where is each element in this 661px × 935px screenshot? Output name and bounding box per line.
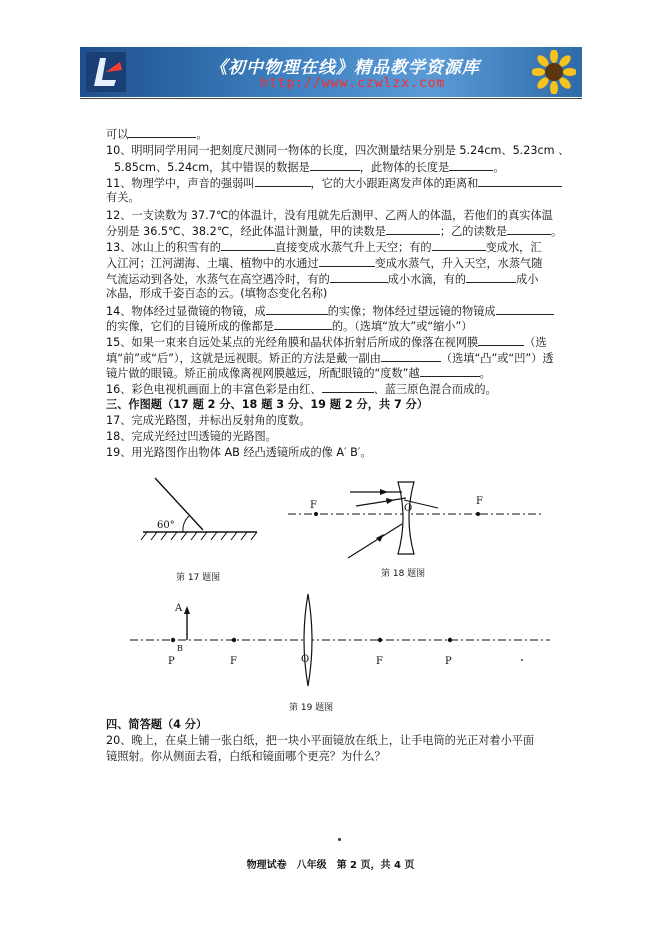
q15-line1 — [106, 334, 547, 350]
q16-text-a: 16、彩色电视机画面上的丰富色彩是由红、 — [106, 383, 322, 396]
answer-blank[interactable] — [466, 271, 516, 283]
q9-tail-text: 可以 — [106, 128, 129, 141]
q10-text-b: ，此物体的长度是 — [359, 161, 450, 174]
answer-blank[interactable] — [310, 159, 360, 171]
angle-arc — [183, 516, 189, 532]
answer-blank[interactable] — [128, 126, 196, 138]
fig17-diagram — [135, 470, 265, 550]
q10-line1: 10、明明同学用同一把刻度尺测同一物体的长度，四次测量结果分别是 5.24cm、5.23cm 、 — [106, 144, 570, 157]
q10-text-a: 5.85cm、5.24cm，其中错误的数据是 — [114, 161, 310, 174]
q15-text-f: 。 — [479, 367, 491, 380]
label-f-right: F — [376, 656, 383, 667]
q16-text-b: 、蓝三原色混合而成的。 — [373, 383, 497, 396]
answer-blank[interactable] — [449, 159, 493, 171]
fig18-caption: 第 18 题图 — [381, 569, 426, 579]
answer-blank[interactable] — [386, 223, 440, 235]
answer-blank[interactable] — [478, 175, 562, 187]
label-o: O — [301, 654, 310, 665]
q13-text-b: 直接变成水蒸气升上天空；有的 — [274, 241, 432, 254]
q15-line2 — [106, 350, 554, 366]
q14-text-b: 的实像；物体经过望远镜的物镜成 — [327, 305, 496, 318]
answer-blank[interactable] — [507, 223, 551, 235]
q13-line2 — [106, 255, 542, 271]
banner-title: 《初中物理在线》精品教学资源库 — [210, 58, 480, 78]
q18-line: 18、完成光经过凹透镜的光路图。 — [106, 430, 277, 443]
section3-heading: 三、作图题（17 题 2 分、18 题 3 分、19 题 2 分，共 7 分） — [106, 398, 429, 411]
answer-blank[interactable] — [496, 303, 554, 315]
q13-text-f: 气流运动到各处，水蒸气在高空遇冷时，有的 — [106, 273, 330, 286]
answer-blank[interactable] — [274, 318, 332, 330]
q15-text-c: 填“前”或“后”），这就是远视眼。矫正的方法是戴一副由 — [106, 352, 381, 365]
stray-mark — [338, 838, 341, 841]
mirror-hatching — [141, 532, 257, 540]
angle-label: 60° — [157, 520, 175, 531]
q17-line: 17、完成光路图，并标出反射角的度数。 — [106, 414, 311, 427]
point-f-left — [232, 638, 236, 642]
concave-lens — [398, 482, 414, 554]
label-p-right: P — [445, 656, 452, 667]
banner-url[interactable]: http://www.czwlzx.com — [260, 76, 446, 91]
q20-line1: 20、晚上，在桌上铺一张白纸，把一块小平面镜放在纸上，让手电筒的光正对着小平面 — [106, 734, 535, 747]
q20-line2: 镜照射。你从侧面去看，白纸和镜面哪个更亮？为什么？ — [106, 750, 386, 763]
q15-line3 — [106, 365, 491, 381]
q14-line1 — [106, 303, 554, 319]
q14-text-d: 的。（选填“放大”或“缩小”） — [331, 320, 473, 333]
q13-text-e: 变成水蒸气，升入天空，水蒸气随 — [374, 257, 543, 270]
header-banner — [80, 47, 582, 97]
q13-line3 — [106, 271, 538, 287]
answer-blank[interactable] — [420, 365, 480, 377]
answer-blank[interactable] — [330, 271, 388, 283]
q15-text-a: 15、如果一束来自远处某点的光经角膜和晶状体折射后所成的像落在视网膜 — [106, 336, 479, 349]
page-footer: 物理试卷 八年级 第 2 页，共 4 页 — [246, 860, 415, 871]
section4-heading: 四、简答题（4 分） — [106, 718, 208, 731]
answer-blank[interactable] — [255, 175, 311, 187]
answer-blank[interactable] — [432, 239, 486, 251]
point-p-right — [448, 638, 452, 642]
q14-line2 — [106, 318, 472, 334]
answer-blank[interactable] — [322, 381, 374, 393]
q9-tail: 可以 。 — [106, 128, 208, 141]
convex-lens — [304, 594, 312, 686]
sunflower-icon — [532, 50, 576, 94]
ray-toward-focus — [356, 498, 406, 506]
label-p-left: P — [168, 656, 175, 667]
label-f-left: F — [230, 656, 237, 667]
answer-blank[interactable] — [266, 303, 328, 315]
q10-line2: 5.85cm、5.24cm，其中错误的数据是 ，此物体的长度是 。 — [114, 161, 505, 174]
point-f-right — [378, 638, 382, 642]
q13-line4: 冰晶，形成千姿百态的云。(填物态变化名称) — [106, 287, 328, 300]
q15-text-d: （选填“凸”或“凹”）透 — [440, 352, 554, 365]
q11-line2: 有关。 — [106, 191, 140, 204]
focus-right-point — [476, 512, 480, 516]
q15-text-e: 镜片做的眼镜。矫正前成像离视网膜越远，所配眼镜的“度数”越 — [106, 367, 420, 380]
focus-right-label: F — [476, 496, 483, 507]
header-divider — [80, 98, 582, 99]
q13-text-a: 13、冰山上的积雪有的 — [106, 241, 221, 254]
q14-text-a: 14、物体经过显微镜的物镜，成 — [106, 305, 266, 318]
q13-text-g: 成小水滴，有的 — [387, 273, 467, 286]
optical-center-label: O — [404, 503, 413, 514]
q12-text-a: 分别是 36.5℃、38.2℃，经此体温计测量，甲的读数是 — [106, 225, 386, 238]
answer-blank[interactable] — [478, 334, 524, 346]
focus-left-point — [314, 512, 318, 516]
fig19-caption: 第 19 题图 — [289, 703, 334, 713]
q11-line1 — [106, 175, 562, 191]
q13-text-c: 变成水，汇 — [485, 241, 542, 254]
answer-blank[interactable] — [221, 239, 275, 251]
fig18-diagram — [288, 478, 543, 560]
object-base-label: B — [177, 644, 183, 653]
q11-text-a: 11、物理学中，声音的强弱叫 — [106, 177, 255, 190]
q15-text-b: （选 — [524, 336, 547, 349]
fig17-caption: 第 17 题图 — [176, 573, 221, 583]
q13-line1 — [106, 239, 542, 255]
q14-text-c: 的实像，它们的目镜所成的像都是 — [106, 320, 274, 333]
point-p-left — [171, 638, 175, 642]
site-logo-icon — [86, 52, 126, 92]
q12-text-b: ；乙的读数是 — [439, 225, 508, 238]
answer-blank[interactable] — [381, 350, 441, 362]
q19-line: 19、用光路图作出物体 AB 经凸透镜所成的像 A′ B′。 — [106, 446, 372, 459]
q13-text-d: 入江河；江河湖海、土壤、植物中的水通过 — [106, 257, 319, 270]
focus-left-label: F — [310, 500, 317, 511]
q12-line1: 12、一支读数为 37.7℃的体温计，没有甩就先后测甲、乙两人的体温，若他们的真实体温 — [106, 209, 553, 222]
q12-line2: 分别是 36.5℃、38.2℃，经此体温计测量，甲的读数是 ；乙的读数是 。 — [106, 225, 563, 238]
object-top-label: A — [175, 603, 183, 614]
ray-through-center — [348, 524, 402, 558]
q11-text-b: ，它的大小跟距离发声体的距离和 — [310, 177, 479, 190]
fig19-diagram — [130, 592, 550, 692]
q16-line1 — [106, 381, 497, 397]
answer-blank[interactable] — [319, 255, 375, 267]
q13-text-h: 成小 — [516, 273, 539, 286]
